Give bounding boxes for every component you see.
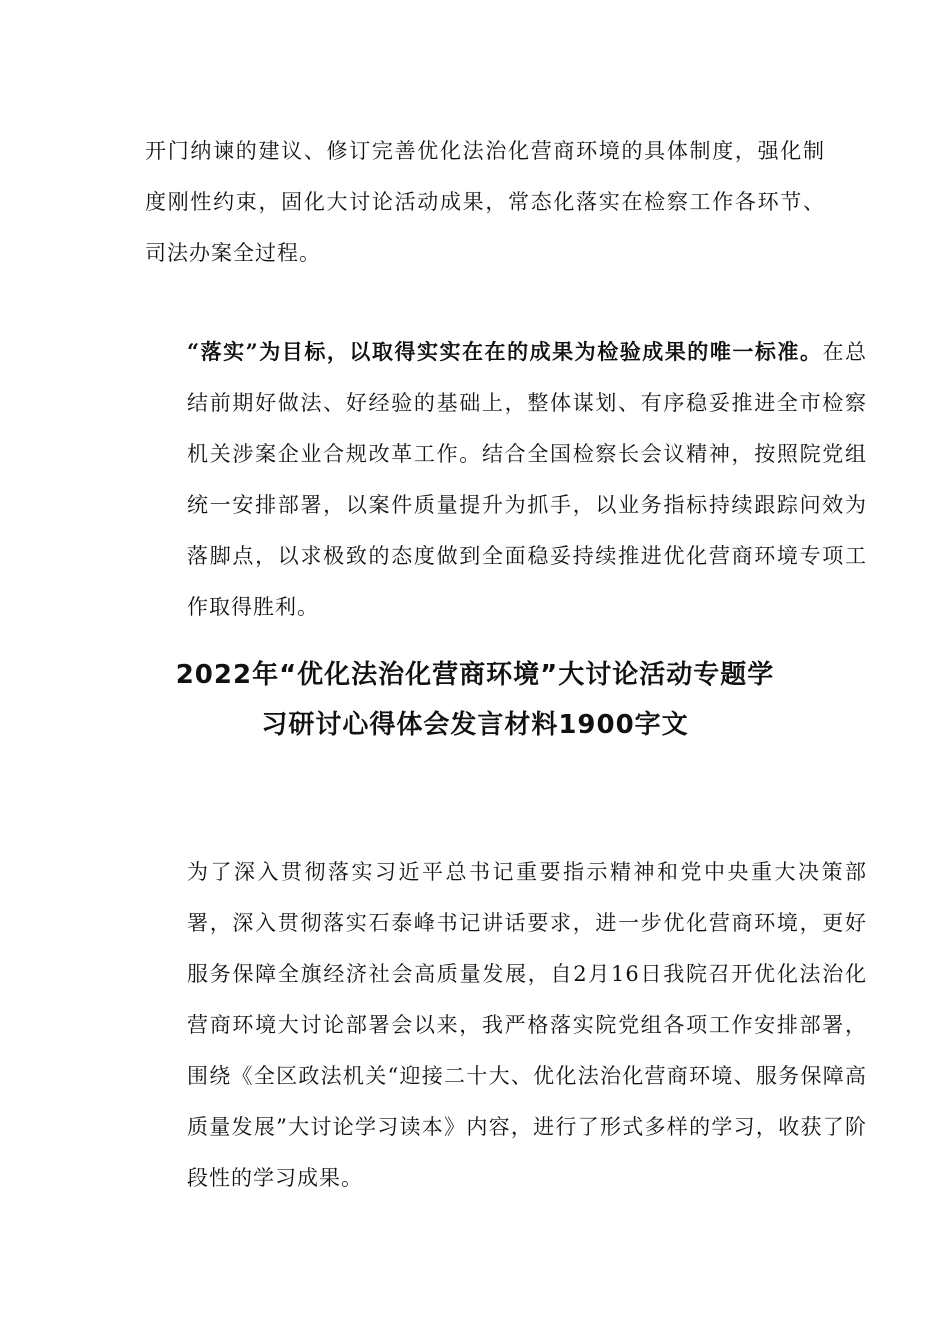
paragraph-continuation: 开门纳谏的建议、修订完善优化法治化营商环境的具体制度，强化制度刚性约束，固化大讨论活动成果，常态化落实在检察工作各环节、司法办案全过程。 [145, 139, 825, 265]
paragraph-body: 在总结前期好做法、好经验的基础上，整体谋划、有序稳妥推进全市检察机关涉案企业合规改革工作。结合全国检察长会议精神，按照院党组统一安排部署，以案件质量提升为抓手，以业务指标持续跟踪问效为落脚点，以求极致的态度做到全面稳妥持续推进优化营商环境专项工作取得胜利。 [187, 340, 868, 619]
paragraph-bold-lead: “落实”为目标，以取得实实在在的成果为检验成果的唯一标准。 [187, 339, 823, 364]
paragraph-intro: 为了深入贯彻落实习近平总书记重要指示精神和党中央重大决策部署，深入贯彻落实石泰峰书记讲话要求，进一步优化营商环境，更好服务保障全旗经济社会高质量发展，自2月16日我院召开优化法治化营商环境大讨论部署会以来，我严格落实院党组各项工作安排部署，围绕《全区政法机关“迎接二十大、优化法治化营商环境、服务保障高质量发展”大讨论学习读本》内容，进行了形式多样的学习，收获了阶段性的学习成果。 [187, 860, 867, 1190]
article-title [120, 650, 830, 750]
title-line-1: 2022年“优化法治化营商环境”大讨论活动专题学 [175, 660, 775, 690]
title-line-2: 习研讨心得体会发言材料1900字文 [261, 710, 689, 740]
paragraph-implementation [145, 326, 867, 633]
